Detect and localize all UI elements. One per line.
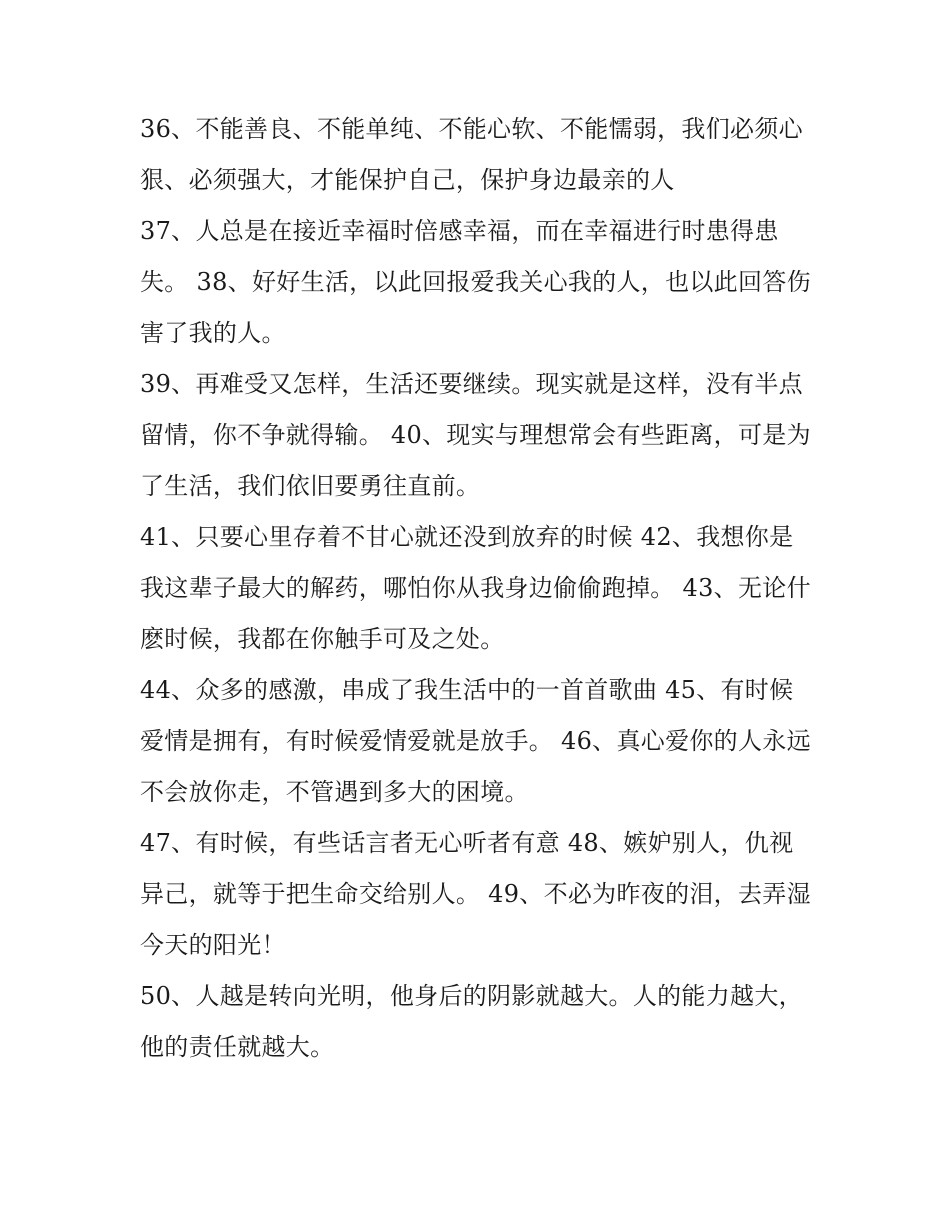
paragraph-47-49: 47、有时候，有些话言者无心听者有意 48、嫉妒别人，仇视异己，就等于把生命交给别人。 49、不必为昨夜的泪，去弄湿今天的阳光！: [140, 829, 811, 959]
paragraph-50: 50、人越是转向光明，他身后的阴影就越大。人的能力越大，他的责任就越大。: [140, 982, 803, 1061]
document-body: [140, 104, 812, 1073]
paragraph-39-40: 39、再难受又怎样，生活还要继续。现实就是这样，没有半点留情，你不争就得输。 40、现实与理想常会有些距离，可是为了生活，我们依旧要勇往直前。: [140, 370, 811, 500]
paragraph-41-43: 41、只要心里存着不甘心就还没到放弃的时候 42、我想你是我这辈子最大的解药，哪怕你从我身边偷偷跑掉。 43、无论什麽时候，我都在你触手可及之处。: [140, 523, 811, 653]
paragraph-37-38: 37、人总是在接近幸福时倍感幸福，而在幸福进行时患得患失。 38、好好生活，以此回报爱我关心我的人，也以此回答伤害了我的人。: [140, 217, 811, 347]
paragraph-44-46: 44、众多的感激，串成了我生活中的一首首歌曲 45、有时候爱情是拥有，有时候爱情爱就是放手。 46、真心爱你的人永远不会放你走，不管遇到多大的困境。: [140, 676, 811, 806]
paragraph-36: 36、不能善良、不能单纯、不能心软、不能懦弱，我们必须心狠、必须强大，才能保护自己，保护身边最亲的人: [140, 115, 803, 194]
